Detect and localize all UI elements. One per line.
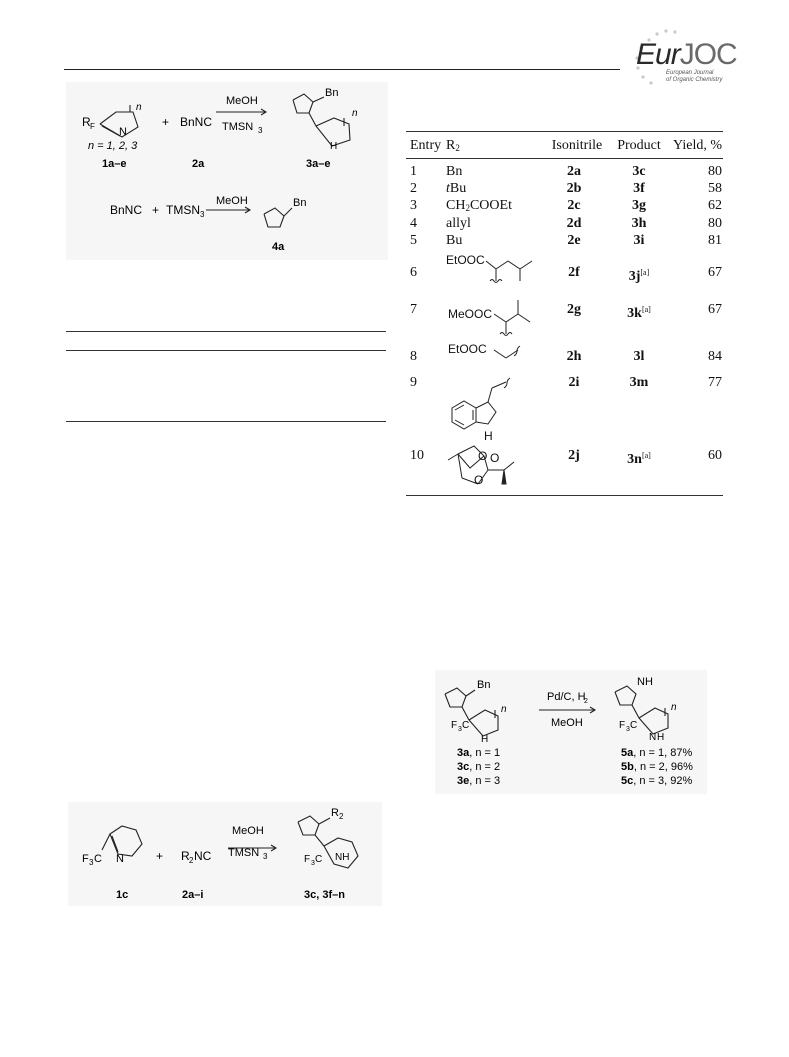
svg-text:1c: 1c — [116, 889, 129, 901]
product-cell: 3g — [632, 198, 646, 213]
yield-cell: 67 — [708, 302, 722, 317]
yield-cell: 60 — [708, 448, 722, 463]
entry-cell: 3 — [410, 198, 417, 213]
scheme-2-drawing — [68, 802, 382, 906]
svg-text:H: H — [330, 141, 338, 152]
svg-text:NH: NH — [335, 852, 350, 863]
svg-text:C: C — [315, 854, 323, 865]
isonitrile-cell: 2i — [568, 375, 580, 390]
svg-text:3a–e: 3a–e — [306, 158, 331, 170]
svg-text:n: n — [136, 102, 142, 113]
svg-text:2a–i: 2a–i — [182, 889, 204, 901]
left-table-mid-rule — [66, 350, 386, 351]
left-table-bottom-rule — [66, 421, 386, 422]
svg-text:H: H — [481, 734, 489, 745]
journal-logo — [624, 24, 737, 94]
svg-text:n: n — [352, 108, 358, 119]
th-yield: Yield, % — [673, 138, 722, 153]
r2-cell: tBu — [446, 181, 467, 196]
yield-cell: 84 — [708, 349, 722, 364]
th-product: Product — [617, 138, 661, 153]
r2-cell: Bu — [446, 233, 463, 248]
yield-cell: 77 — [708, 375, 722, 390]
svg-text:3: 3 — [200, 210, 205, 219]
svg-text:NC: NC — [194, 849, 212, 863]
tbu-prefix: t — [446, 181, 450, 196]
logo-subtitle: European Journal of Organic Chemistry — [666, 70, 723, 83]
r2-structure-indole — [444, 366, 554, 446]
svg-text:O: O — [478, 449, 488, 463]
svg-text:F: F — [451, 720, 458, 731]
svg-text:Bn: Bn — [325, 87, 339, 99]
logo-text: EurJOC — [636, 38, 737, 71]
svg-text:BnNC: BnNC — [180, 115, 213, 129]
svg-text:C: C — [94, 853, 102, 865]
product-cell: 3c — [632, 164, 646, 179]
product-cell: 3m — [629, 375, 649, 390]
isonitrile-cell: 2f — [568, 265, 580, 280]
th-entry: Entry — [410, 138, 442, 153]
table-top-rule — [406, 131, 723, 132]
isonitrile-cell: 2j — [568, 448, 580, 463]
svg-text:2: 2 — [339, 812, 344, 821]
svg-text:EtOOC: EtOOC — [448, 342, 487, 356]
product-cell: 3f — [633, 181, 645, 196]
svg-text:O: O — [474, 473, 484, 487]
svg-text:2: 2 — [584, 698, 588, 705]
scheme-2 — [68, 802, 382, 906]
svg-text:MeOH: MeOH — [551, 717, 583, 729]
svg-text:5a, n = 1, 87%: 5a, n = 1, 87% — [621, 747, 693, 759]
yield-cell: 58 — [708, 181, 722, 196]
scheme-3-drawing — [435, 670, 707, 794]
isonitrile-cell: 2e — [567, 233, 581, 248]
svg-text:N: N — [116, 853, 124, 865]
r2-cell: $CH_2COOEt$ — [446, 198, 512, 213]
entry-cell: 6 — [410, 265, 417, 280]
r2-structure-bicyclic-orthoester — [444, 440, 554, 494]
svg-text:+: + — [162, 115, 170, 129]
svg-text:n = 1, 2, 3: n = 1, 2, 3 — [88, 140, 138, 152]
svg-text:TMSN: TMSN — [166, 203, 200, 217]
svg-text:3: 3 — [89, 858, 94, 867]
entry-cell: 2 — [410, 181, 417, 196]
r2-structure-methyl-ester — [444, 294, 554, 344]
yield-cell: 80 — [708, 164, 722, 179]
svg-text:5c, n = 3, 92%: 5c, n = 3, 92% — [621, 775, 693, 787]
svg-text:NH: NH — [637, 676, 653, 688]
header-rule — [64, 69, 620, 70]
isonitrile-cell: 2b — [566, 181, 582, 196]
entry-cell: 9 — [410, 375, 417, 390]
svg-text:3: 3 — [263, 852, 268, 861]
svg-text:N: N — [649, 732, 657, 743]
svg-text:2a: 2a — [192, 158, 205, 170]
svg-text:n: n — [671, 702, 677, 713]
yield-cell: 62 — [708, 198, 722, 213]
svg-text:H: H — [484, 429, 493, 443]
product-cell: 3j[a] — [628, 268, 650, 284]
entry-cell: 1 — [410, 164, 417, 179]
svg-text:3c, 3f–n: 3c, 3f–n — [304, 889, 345, 901]
isonitrile-cell: 2h — [566, 349, 582, 364]
entry-cell: 8 — [410, 349, 417, 364]
r2-structure-ester-chain — [444, 338, 554, 362]
scheme-1 — [66, 82, 388, 260]
svg-text:MeOOC: MeOOC — [448, 307, 493, 321]
r2-cell: allyl — [446, 216, 471, 231]
svg-text:MeOH: MeOH — [226, 95, 258, 107]
svg-text:MeOH: MeOH — [216, 195, 248, 207]
svg-text:+: + — [152, 203, 160, 217]
svg-text:F: F — [304, 854, 311, 865]
svg-text:R: R — [181, 849, 190, 863]
svg-text:3: 3 — [258, 126, 263, 135]
th-r2: $R_2$ — [446, 138, 460, 153]
svg-text:H: H — [657, 732, 665, 743]
svg-text:BnNC: BnNC — [110, 203, 143, 217]
svg-text:N: N — [119, 126, 127, 138]
svg-text:O: O — [490, 451, 500, 465]
svg-text:Bn: Bn — [477, 679, 491, 691]
th-isonitrile: Isonitrile — [551, 138, 603, 153]
svg-text:EtOOC: EtOOC — [446, 253, 485, 267]
svg-text:MeOH: MeOH — [232, 825, 264, 837]
scheme-3 — [435, 670, 707, 794]
svg-text:Bn: Bn — [293, 197, 307, 209]
svg-text:F: F — [82, 853, 89, 865]
svg-text:n: n — [501, 704, 507, 715]
scheme-1-drawing — [66, 82, 388, 260]
product-cell: 3l — [633, 349, 645, 364]
product-cell: 3k[a] — [627, 305, 651, 321]
svg-text:R: R — [331, 807, 339, 819]
svg-text:R: R — [82, 115, 91, 129]
svg-text:1a–e: 1a–e — [102, 158, 127, 170]
svg-text:F: F — [90, 122, 95, 131]
svg-text:+: + — [156, 849, 164, 863]
svg-text:3: 3 — [626, 726, 630, 733]
yield-cell: 67 — [708, 265, 722, 280]
svg-text:C: C — [462, 720, 470, 731]
svg-text:3: 3 — [458, 726, 462, 733]
svg-text:4a: 4a — [272, 241, 285, 253]
svg-text:3a, n = 1: 3a, n = 1 — [457, 747, 501, 759]
svg-text:3: 3 — [311, 860, 315, 867]
entry-cell: 4 — [410, 216, 417, 231]
entry-cell: 7 — [410, 302, 417, 317]
isonitrile-cell: 2g — [567, 302, 581, 317]
product-cell: 3n[a] — [627, 451, 651, 467]
svg-text:TMSN: TMSN — [228, 847, 260, 859]
entry-cell: 5 — [410, 233, 417, 248]
svg-text:2: 2 — [189, 856, 194, 865]
svg-text:Pd/C, H: Pd/C, H — [547, 691, 586, 703]
svg-text:F: F — [619, 720, 626, 731]
isonitrile-cell: 2c — [567, 198, 581, 213]
table-header-rule — [406, 158, 723, 159]
entry-cell: 10 — [410, 448, 424, 463]
svg-text:TMSN: TMSN — [222, 121, 254, 133]
svg-text:3c, n = 2: 3c, n = 2 — [457, 761, 501, 773]
isonitrile-cell: 2a — [567, 164, 581, 179]
product-cell: 3i — [633, 233, 645, 248]
r2-cell: Bn — [446, 164, 463, 179]
yield-cell: 80 — [708, 216, 722, 231]
svg-text:C: C — [630, 720, 638, 731]
yield-cell: 81 — [708, 233, 722, 248]
svg-text:3e, n = 3: 3e, n = 3 — [457, 775, 501, 787]
svg-text:5b, n = 2, 96%: 5b, n = 2, 96% — [621, 761, 693, 773]
product-cell: 3h — [631, 216, 647, 231]
r2-structure-ethyl-ester — [442, 250, 552, 292]
isonitrile-cell: 2d — [566, 216, 582, 231]
left-table-top-rule — [66, 331, 386, 332]
table-bottom-rule — [406, 495, 723, 496]
